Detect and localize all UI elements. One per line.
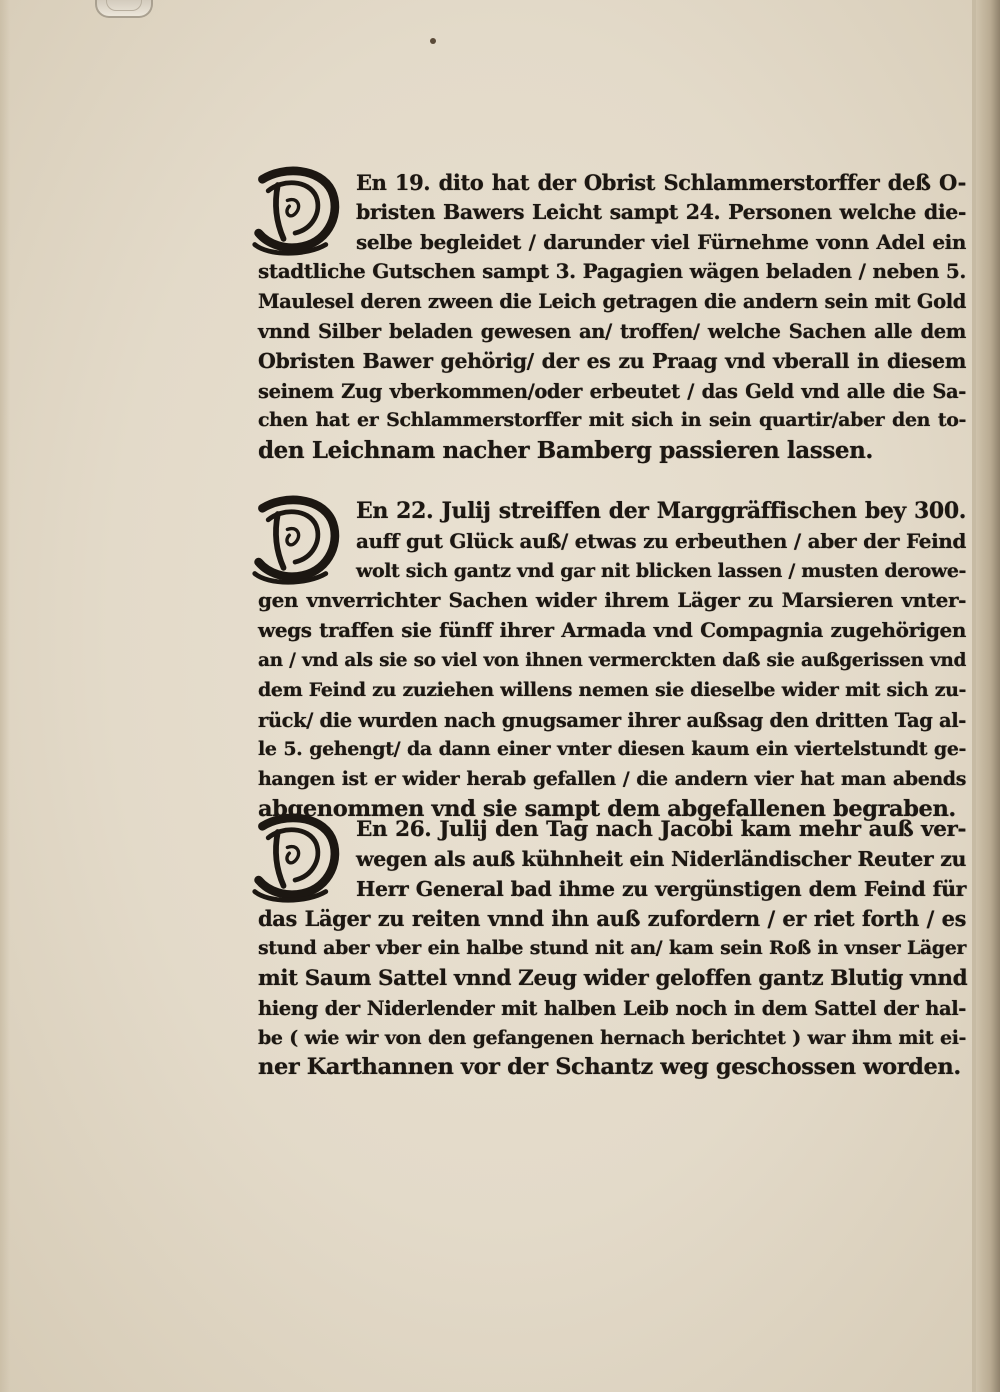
text-line: mit Saum Sattel vnnd Zeug wider geloffen gantz Blutig vnnd [258,965,968,991]
text-line: hangen ist er wider herab gefallen / die andern vier hat man abends [258,768,966,791]
text-line: Maulesel deren zween die Leich getragen die andern sein mit Gold [258,290,966,314]
svg-text:D: D [56,617,58,618]
text-line: seinem Zug vberkommen/oder erbeutet / das Geld vnd alle die Sa- [258,379,966,403]
text-line: gen vnverrichter Sachen wider ihrem Läger zu Marsieren vnter- [258,588,966,613]
text-line: den Leichnam nacher Bamberg passieren lassen. [258,437,874,465]
text-line: selbe begleidet / darunder viel Fürnehme vonn Adel ein [356,229,966,254]
text-line: auff gut Glück auß/ etwas zu erbeuthen / aber der Feind [356,528,966,553]
text-line: rück/ die wurden nach gnugsamer ihrer außsag den dritten Tag al- [258,708,966,732]
binding-edge [976,0,1000,1392]
text-line: stadtliche Gutschen sampt 3. Pagagien wägen beladen / neben 5. [258,259,966,284]
text-line: be ( wie wir von den gefangenen hernach berichtet ) war ihm mit ei- [258,1026,966,1049]
text-line: wegs traffen sie fünff ihrer Armada vnd Compagnia zugehörigen [258,618,966,643]
text-line: bristen Bawers Leicht sampt 24. Personen welche die- [356,199,966,224]
decorative-initial-d-icon [56,617,346,905]
text-line: Obristen Bawer gehörig/ der es zu Praag vnd vberall in diesem [258,348,966,373]
svg-text:D: D [56,299,58,300]
text-line: dem Feind zu zuziehen willens nemen sie dieselbe wider mit sich zu- [258,678,966,701]
text-line: Herr General bad ihme zu vergünstigen dem Feind für [356,876,966,901]
text-line: an / vnd als sie so viel von ihnen vermerckten daß sie außgerissen vnd [258,649,966,671]
decorative-initial-d-icon [56,299,346,587]
text-line: stund aber vber ein halbe stund nit an/ kam sein Roß in vnser Läger [258,937,966,960]
text-line: le 5. gehengt/ da dann einer vnter diesen kaum ein viertelstundt ge- [258,738,966,761]
page-left-shadow [0,0,10,1392]
text-line: En 26. Julij den Tag nach Jacobi kam mehr auß ver- [356,817,966,842]
text-line: das Läger zu reiten vnnd ihn auß zufordern / er riet forth / es [258,906,966,932]
text-line: abgenommen vnd sie sampt dem abgefallenen begraben. [258,795,956,822]
text-line: En 19. dito hat der Obrist Schlammerstorffer deß O- [356,170,966,195]
text-line: chen hat er Schlammerstorffer mit sich in sein quartir/aber den to- [258,409,966,432]
ink-spot [430,38,436,44]
paragraph-1 [258,168,966,466]
text-line: vnnd Silber beladen gewesen an/ troffen/ welche Sachen alle dem [258,319,966,343]
paper-clip-inner-icon [106,0,142,11]
decorative-initial-d-icon [248,162,346,258]
text-line: hieng der Niderlender mit halben Leib noch in dem Sattel der hal- [258,996,966,1020]
text-line: wegen als auß kühnheit ein Niderländischer Reuter zu [356,846,966,871]
text-line: wolt sich gantz vnd gar nit blicken lassen / musten derowe- [356,559,966,582]
text-line: En 22. Julij streiffen der Marggräffischen bey 300. [356,498,966,524]
text-line: ner Karthannen vor der Schantz weg geschossen worden. [258,1054,961,1081]
